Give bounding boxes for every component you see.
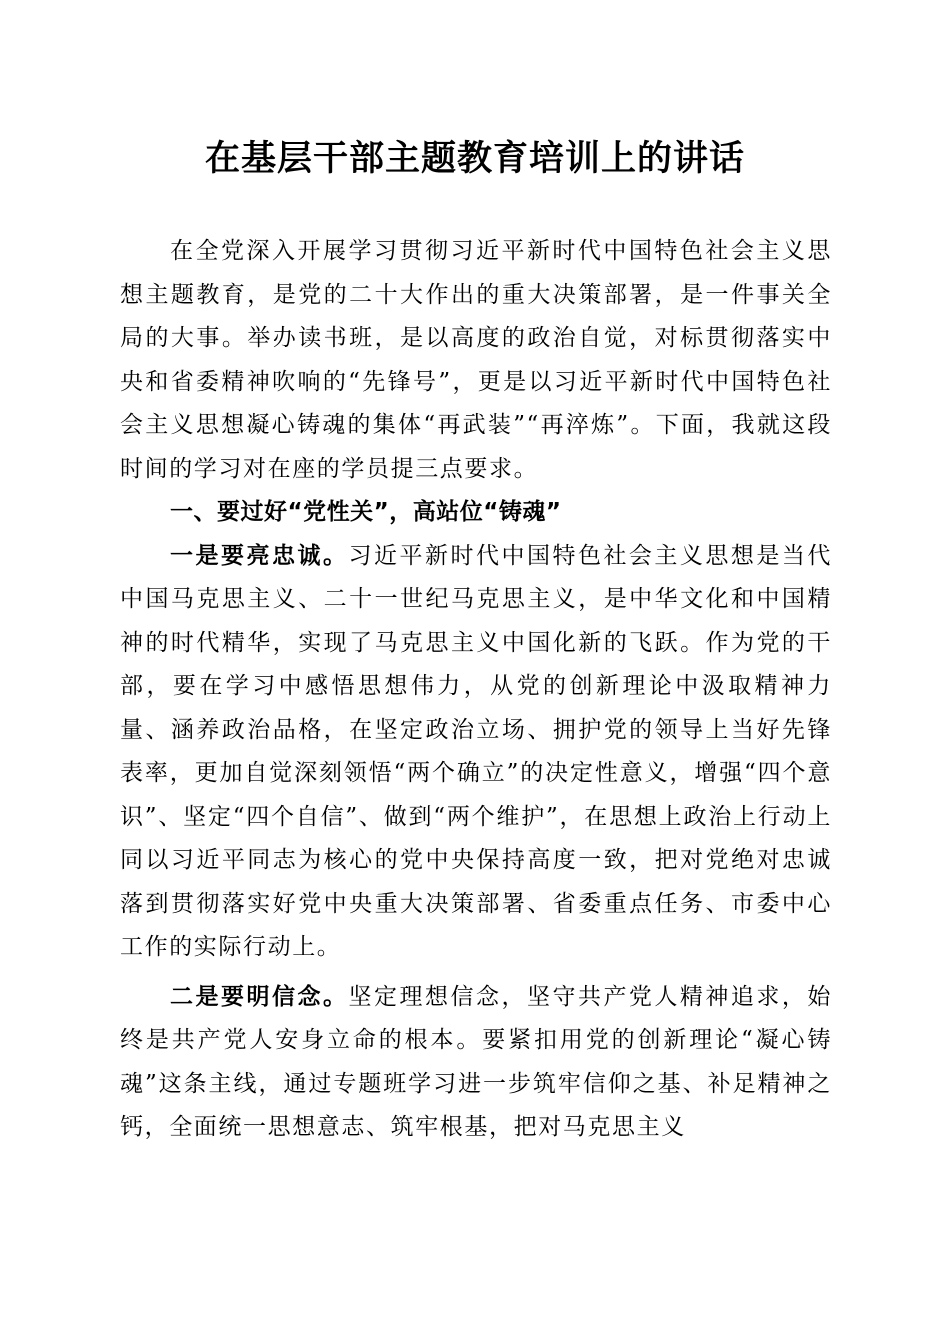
- point-1-lead: 一是要亮忠诚。: [170, 542, 349, 569]
- intro-paragraph: 在全党深入开展学习贯彻习近平新时代中国特色社会主义思想主题教育，是党的二十大作出的重大决策部署，是一件事关全局的大事。举办读书班，是以高度的政治自觉，对标贯彻落实中央和省委精神吹响的“先锋号”，更是以习近平新时代中国特色社会主义思想凝心铸魂的集体“再武装”“再淬炼”。下面，我就这段时间的学习对在座的学员提三点要求。: [120, 238, 832, 482]
- document-title: 在基层干部主题教育培训上的讲话: [204, 138, 745, 179]
- point-1-paragraph: [120, 535, 832, 970]
- point-1-text: 习近平新时代中国特色社会主义思想是当代中国马克思主义、二十一世纪马克思主义，是中华文化和中国精神的时代精华，实现了马克思主义中国化新的飞跃。作为党的干部，要在学习中感悟思想伟力，从党的创新理论中汲取精神力量、涵养政治品格，在坚定政治立场、拥护党的领导上当好先锋表率，更加自觉深刻领悟“两个确立”的决定性意义，增强“四个意识”、坚定“四个自信”、做到“两个维护”，在思想上政治上行动上同以习近平同志为核心的党中央保持高度一致，把对党绝对忠诚落到贯彻落实好党中央重大决策部署、省委重点任务、市委中心工作的实际行动上。: [120, 542, 833, 960]
- point-2-paragraph: [120, 976, 832, 1150]
- document-body: [120, 230, 832, 1150]
- point-2-text: 坚定理想信念，坚守共产党人精神追求，始终是共产党人安身立命的根本。要紧扣用党的创新理论“凝心铸魂”这条主线，通过专题班学习进一步筑牢信仰之基、补足精神之钙，全面统一思想意志、筑牢根基，把对马克思主义: [120, 983, 833, 1140]
- point-2-lead: 二是要明信念。: [170, 983, 349, 1010]
- section-heading-1: 一、要过好“党性关”，高站位“铸魂”: [170, 499, 562, 525]
